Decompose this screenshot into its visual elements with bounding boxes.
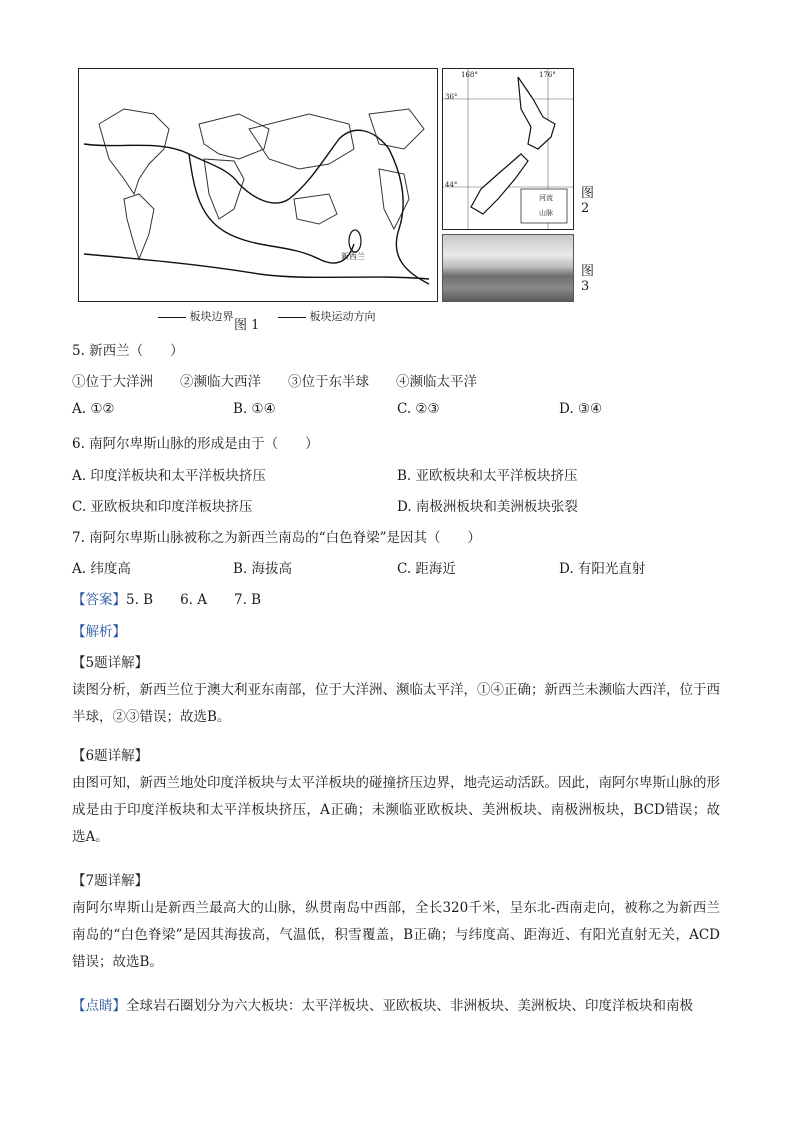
answer-text: 5. B 6. A 7. B (126, 592, 262, 608)
q7-stem: 7. 南阿尔卑斯山脉被称之为新西兰南岛的“白色脊梁”是因其（ ） (72, 530, 481, 546)
q5-option-a: A. ①② (72, 401, 115, 417)
tip-line (72, 994, 693, 1014)
tip-text: 全球岩石圈划分为六大板块：太平洋板块、亚欧板块、非洲板块、美洲板块、印度洋板块和南极 (126, 998, 693, 1014)
legend-boundary: 板块边界 (158, 308, 234, 324)
d5-text: 读图分析，新西兰位于澳大利亚东南部，位于大洋洲、濒临太平洋，①④正确；新西兰未濒临大西洋，位于西半球，②③错误；故选B。 (72, 682, 720, 725)
nz-label: 新西兰 (341, 252, 365, 261)
q7-option-a: A. 纬度高 (72, 561, 131, 577)
plate-map-svg (79, 69, 437, 301)
q5-stem: 5. 新西兰（ ） (72, 343, 184, 359)
fig1-label: 图 1 (234, 318, 260, 333)
q5-option-c: C. ②③ (397, 401, 440, 417)
d7-text: 南阿尔卑斯山是新西兰最高大的山脉，纵贯南岛中西部，全长320千米，呈东北-西南走向，被称之为新西兰南岛的“白色脊梁”是因其海拔高，气温低，积雪覆盖，B正确；与纬度高、距海近、有阳光直射无关，ACD错误；故选B。 (72, 900, 720, 970)
figure-area (78, 68, 595, 333)
fig2-label: 图 2 (581, 186, 595, 216)
fig3-label: 图 3 (581, 264, 595, 294)
q6-option-d: D. 南极洲板块和美洲板块张裂 (397, 499, 578, 515)
q6-stem: 6. 南阿尔卑斯山脉的形成是由于（ ） (72, 436, 319, 452)
legend-mountain: 山脉 (539, 209, 553, 217)
q7-option-d: D. 有阳光直射 (559, 561, 646, 577)
q7-option-b: B. 海拔高 (233, 561, 293, 577)
answer-tag: 【答案】 (72, 592, 126, 608)
world-plate-map (78, 68, 438, 302)
d6-text: 由图可知，新西兰地处印度洋板块与太平洋板块的碰撞挤压边界，地壳运动活跃。因此，南阿尔卑斯山脉的形成是由于印度洋板块和太平洋板块挤压，A正确；未濒临亚欧板块、美洲板块、南极洲板块，BCD错误；故选A。 (72, 775, 720, 845)
lat-44: 44° (445, 181, 458, 189)
lat-36: 36° (445, 93, 458, 101)
q5-items: ①位于大洋洲 ②濒临大西洋 ③位于东半球 ④濒临太平洋 (72, 374, 477, 390)
new-zealand-map (442, 68, 574, 230)
nz-map-svg (443, 69, 573, 229)
q7-option-c: C. 距海近 (397, 561, 456, 577)
q6-option-a: A. 印度洋板块和太平洋板块挤压 (72, 468, 266, 484)
legend-river: 河流 (539, 194, 553, 202)
answer-line (72, 588, 261, 608)
analysis-tag: 【解析】 (72, 624, 126, 640)
d7-title: 【7题详解】 (72, 873, 149, 889)
d6-title: 【6题详解】 (72, 748, 149, 764)
q6-option-c: C. 亚欧板块和印度洋板块挤压 (72, 499, 253, 515)
q5-option-d: D. ③④ (559, 401, 603, 417)
mountain-photo (442, 234, 574, 302)
tip-tag: 【点睛】 (72, 998, 126, 1014)
q6-option-b: B. 亚欧板块和太平洋板块挤压 (397, 468, 578, 484)
d5-title: 【5题详解】 (72, 655, 149, 671)
arrow-icon (278, 317, 306, 318)
legend-motion: 板块运动方向 (278, 308, 376, 324)
lon-176: 176° (539, 71, 556, 79)
lon-168: 168° (461, 71, 478, 79)
q5-option-b: B. ①④ (233, 401, 276, 417)
boundary-line-icon (158, 317, 186, 318)
